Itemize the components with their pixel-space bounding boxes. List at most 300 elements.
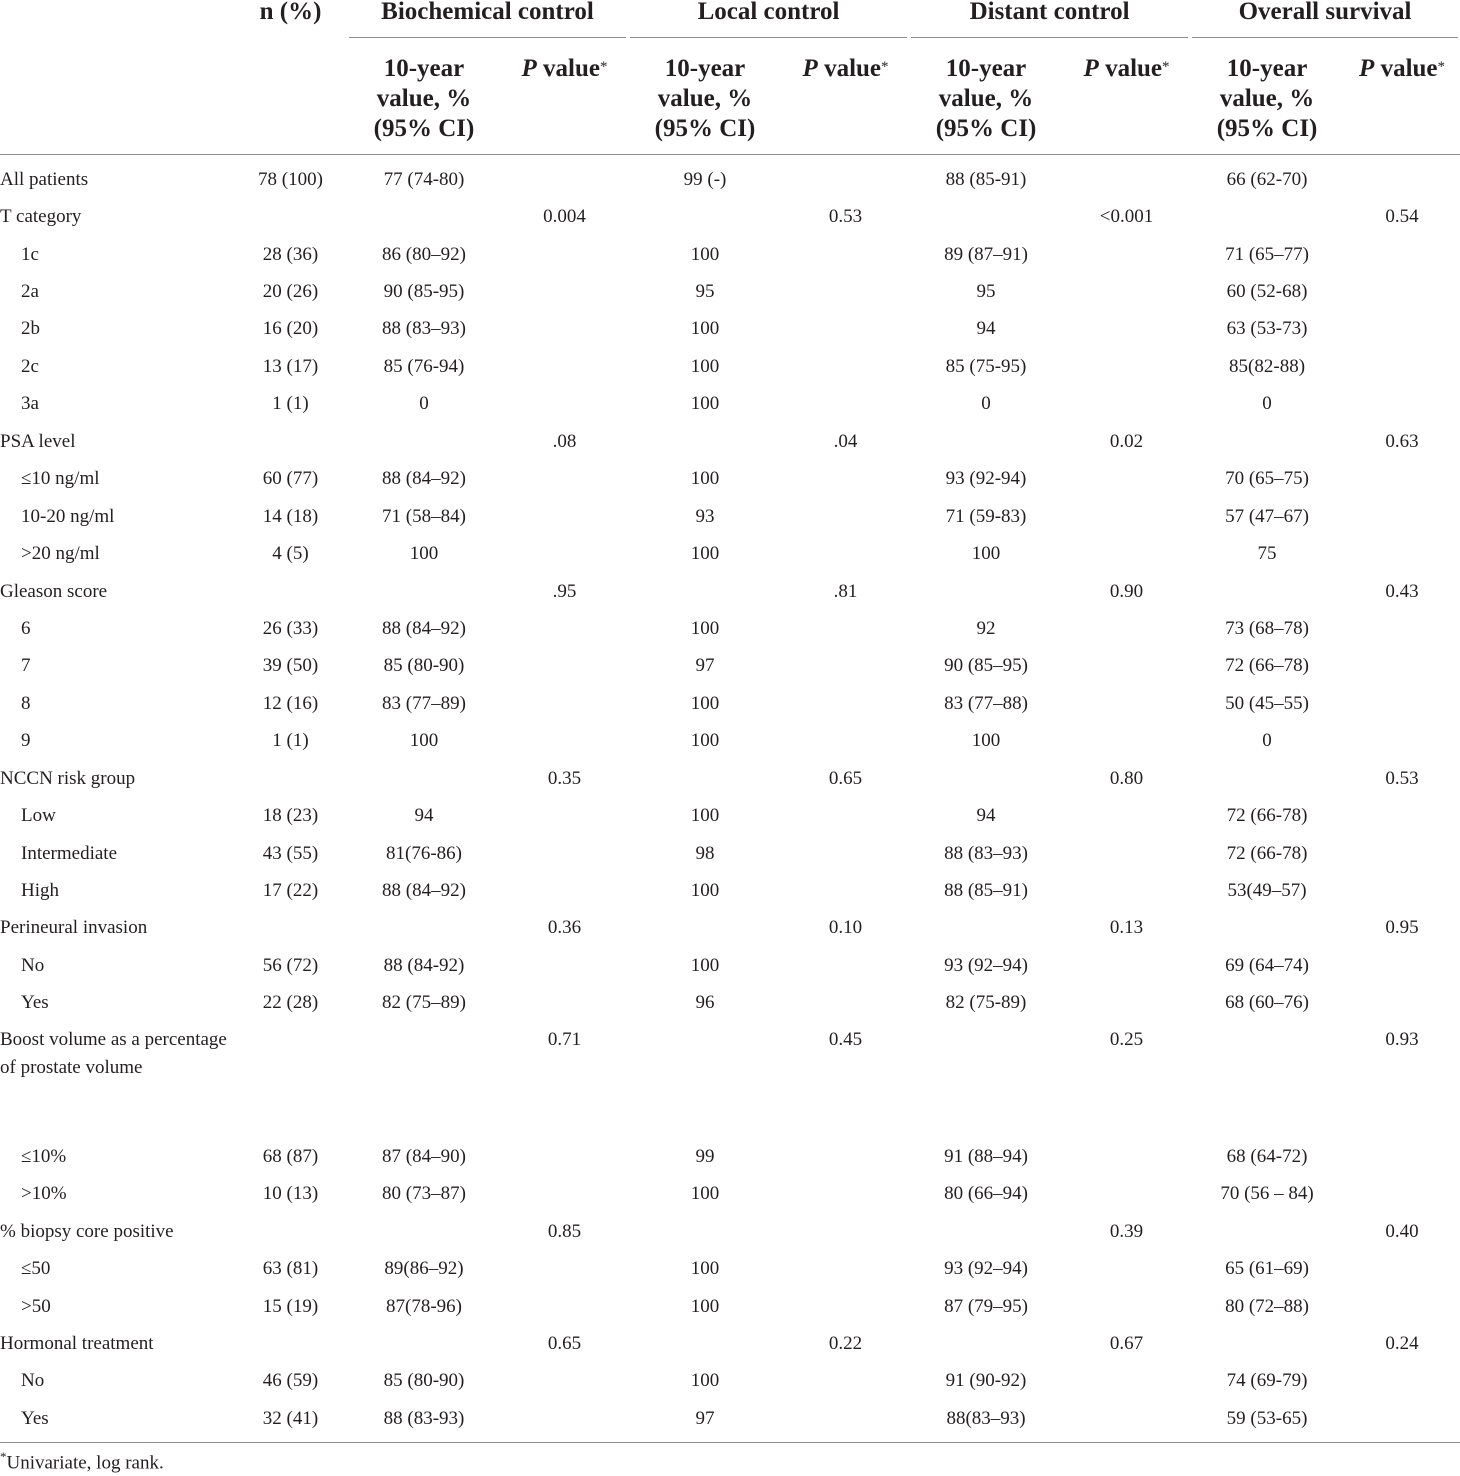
biochemical-value-cell (347, 198, 501, 235)
row-label: 10-20 ng/ml (21, 505, 115, 527)
pvalue-label (522, 55, 608, 82)
n-cell (234, 760, 347, 797)
biochemical-pvalue-cell (501, 236, 628, 273)
distant-pvalue-cell (1063, 610, 1190, 647)
n-cell: 32 (41) (234, 1400, 347, 1442)
local-pvalue-cell (782, 985, 909, 1022)
subheader-pvalue-biochemical-control (501, 38, 628, 155)
biochemical-value-cell: 88 (83–93) (382, 318, 466, 340)
local-value-cell: 100 (690, 1183, 720, 1205)
local-value-cell: 100 (690, 954, 720, 976)
survival-pvalue-cell (1344, 273, 1460, 310)
biochemical-pvalue-cell (501, 386, 628, 423)
biochemical-pvalue-cell (501, 348, 628, 385)
local-value-cell: 100 (690, 880, 720, 902)
biochemical-pvalue-cell: 0.004 (543, 206, 586, 228)
pvalue-label (803, 55, 889, 82)
biochemical-value-cell: 100 (409, 543, 439, 565)
local-value-cell (628, 1213, 782, 1250)
local-pvalue-cell (782, 1250, 909, 1287)
distant-pvalue-cell (1063, 273, 1190, 310)
survival-value-cell: 63 (53-73) (1226, 318, 1308, 340)
distant-pvalue-cell (1063, 1138, 1190, 1175)
biochemical-pvalue-cell: 0.65 (547, 1332, 582, 1354)
survival-value-cell (1190, 910, 1344, 947)
n-cell (234, 910, 347, 947)
survival-value-cell: 68 (64-72) (1226, 1145, 1308, 1167)
local-pvalue-cell (782, 835, 909, 872)
survival-value-cell: 66 (62-70) (1226, 168, 1308, 190)
distant-value-cell: 88 (85–91) (944, 880, 1028, 902)
survival-pvalue-cell: 0.43 (1385, 580, 1419, 602)
biochemical-pvalue-cell (501, 797, 628, 834)
distant-value-cell: 91 (88–94) (944, 1145, 1028, 1167)
row-label: 2c (21, 355, 39, 377)
n-cell: 20 (26) (262, 281, 319, 303)
subheader-value-line-3: (95% CI) (654, 115, 756, 142)
biochemical-pvalue-cell: 0.36 (547, 917, 582, 939)
subheader-value-distant-control (909, 38, 1063, 155)
survival-pvalue-cell (1344, 1250, 1460, 1287)
table-footnote (0, 1444, 164, 1476)
local-value-cell (628, 198, 782, 235)
n-cell: 39 (50) (262, 655, 319, 677)
table-row-category (0, 423, 1460, 460)
pvalue-text: value (1374, 55, 1438, 82)
local-value-cell: 100 (690, 355, 720, 377)
survival-pvalue-cell (1344, 1176, 1460, 1213)
table-row (0, 685, 1460, 722)
n-cell: 4 (5) (272, 543, 309, 565)
table-row-category (0, 1022, 1460, 1138)
row-label: 2b (21, 318, 40, 340)
biochemical-value-cell: 80 (73–87) (382, 1183, 466, 1205)
local-pvalue-cell (782, 1176, 909, 1213)
distant-value-cell (909, 1022, 1063, 1138)
local-pvalue-cell (782, 311, 909, 348)
distant-pvalue-cell (1063, 1363, 1190, 1400)
local-pvalue-cell (782, 723, 909, 760)
distant-value-cell: 95 (976, 281, 996, 303)
pvalue-footnote-mark: * (1437, 59, 1446, 75)
local-pvalue-cell (782, 1213, 909, 1250)
subheader-pvalue-local-control (782, 38, 909, 155)
biochemical-pvalue-cell: .08 (552, 430, 577, 452)
distant-pvalue-cell (1063, 311, 1190, 348)
local-pvalue-cell (782, 461, 909, 498)
biochemical-value-cell (347, 1325, 501, 1362)
survival-pvalue-cell (1344, 1288, 1460, 1325)
survival-value-cell: 65 (61–69) (1225, 1258, 1309, 1280)
n-cell (234, 1213, 347, 1250)
row-label: 8 (21, 692, 31, 714)
biochemical-pvalue-cell: 0.35 (547, 767, 582, 789)
table-row (0, 947, 1460, 984)
survival-pvalue-cell (1344, 155, 1460, 199)
biochemical-pvalue-cell: .95 (552, 580, 577, 602)
distant-pvalue-cell: 0.02 (1109, 430, 1144, 452)
survival-value-cell: 85(82-88) (1229, 355, 1306, 377)
biochemical-value-cell: 0 (419, 393, 429, 415)
survival-value-cell (1190, 1213, 1344, 1250)
distant-pvalue-cell (1063, 1250, 1190, 1287)
local-pvalue-cell (782, 236, 909, 273)
row-label: >10% (21, 1183, 67, 1205)
row-label: No (21, 954, 45, 976)
survival-value-cell (1190, 198, 1344, 235)
local-pvalue-cell (782, 348, 909, 385)
biochemical-pvalue-cell (501, 947, 628, 984)
biochemical-value-cell: 87 (84–90) (382, 1145, 466, 1167)
n-cell (234, 1022, 347, 1138)
distant-pvalue-cell (1063, 1176, 1190, 1213)
subheader-pvalue-overall-survival (1344, 38, 1460, 155)
local-pvalue-cell (782, 648, 909, 685)
local-pvalue-cell (782, 535, 909, 572)
survival-pvalue-cell (1344, 872, 1460, 909)
biochemical-pvalue-cell (501, 1176, 628, 1213)
biochemical-value-cell (347, 1213, 501, 1250)
distant-pvalue-cell (1063, 348, 1190, 385)
local-pvalue-cell: 0.22 (828, 1332, 863, 1354)
local-value-cell: 100 (690, 1258, 720, 1280)
survival-value-cell: 70 (56 – 84) (1220, 1183, 1314, 1205)
table-row (0, 723, 1460, 760)
distant-value-cell: 93 (92–94) (944, 954, 1028, 976)
biochemical-value-cell (347, 423, 501, 460)
biochemical-value-cell: 88 (84-92) (383, 954, 465, 976)
n-cell: 60 (77) (262, 468, 319, 490)
subheader-value-line-2: value, % (938, 85, 1034, 112)
biochemical-pvalue-cell (501, 498, 628, 535)
row-label: Boost volume as a percentage of prostate volume (0, 1029, 227, 1079)
distant-value-cell: 89 (87–91) (944, 243, 1028, 265)
n-cell: 28 (36) (262, 243, 319, 265)
survival-pvalue-cell (1344, 498, 1460, 535)
biochemical-value-cell: 85 (80-90) (383, 1370, 465, 1392)
biochemical-value-cell: 89(86–92) (384, 1258, 464, 1280)
local-value-cell (628, 1022, 782, 1138)
survival-pvalue-cell: 0.24 (1385, 1332, 1419, 1354)
group-header-biochemical-control: Biochemical control (347, 0, 628, 38)
n-cell (234, 198, 347, 235)
table-row (0, 1400, 1460, 1442)
distant-pvalue-cell (1063, 1288, 1190, 1325)
distant-pvalue-cell (1063, 797, 1190, 834)
pvalue-italic-p: P (1083, 55, 1099, 82)
distant-value-cell (909, 1325, 1063, 1362)
distant-value-cell: 93 (92-94) (945, 468, 1027, 490)
subheader-value-line-3: (95% CI) (1216, 115, 1318, 142)
biochemical-pvalue-cell (501, 985, 628, 1022)
pvalue-italic-p: P (802, 55, 818, 82)
n-cell: 68 (87) (262, 1145, 319, 1167)
table-row (0, 535, 1460, 572)
table-row (0, 498, 1460, 535)
subheader-value-line-3: (95% CI) (373, 115, 475, 142)
biochemical-value-cell: 87(78-96) (386, 1295, 462, 1317)
survival-pvalue-cell (1344, 236, 1460, 273)
row-label: Low (21, 805, 56, 827)
row-label: Yes (21, 992, 49, 1014)
biochemical-pvalue-cell (501, 1138, 628, 1175)
pvalue-footnote-mark: * (1162, 59, 1170, 75)
local-value-cell: 96 (695, 992, 715, 1014)
local-pvalue-cell: 0.53 (828, 206, 863, 228)
local-pvalue-cell (782, 1288, 909, 1325)
distant-value-cell (909, 198, 1063, 235)
table-row (0, 648, 1460, 685)
distant-pvalue-cell: <0.001 (1099, 206, 1154, 228)
pvalue-label (1084, 55, 1170, 82)
n-cell (234, 573, 347, 610)
local-pvalue-cell (782, 610, 909, 647)
biochemical-pvalue-cell (501, 610, 628, 647)
survival-value-cell: 74 (69-79) (1226, 1370, 1308, 1392)
local-pvalue-cell (782, 273, 909, 310)
distant-pvalue-cell (1063, 648, 1190, 685)
survival-pvalue-cell (1344, 947, 1460, 984)
survival-value-cell: 0 (1262, 730, 1272, 752)
survival-value-cell: 72 (66-78) (1226, 805, 1308, 827)
distant-value-cell: 88 (85-91) (945, 168, 1027, 190)
table-row (0, 835, 1460, 872)
distant-value-cell (909, 760, 1063, 797)
subheader-value-line-2: value, % (1219, 85, 1315, 112)
survival-value-cell: 72 (66–78) (1225, 655, 1309, 677)
row-label: Hormonal treatment (0, 1332, 154, 1354)
survival-pvalue-cell (1344, 311, 1460, 348)
table-row (0, 236, 1460, 273)
distant-pvalue-cell: 0.13 (1109, 917, 1144, 939)
pvalue-footnote-mark: * (881, 59, 889, 75)
header-blank (0, 0, 234, 38)
group-header-overall-survival: Overall survival (1190, 0, 1460, 38)
biochemical-value-cell: 71 (58–84) (382, 505, 466, 527)
row-label: NCCN risk group (0, 767, 136, 789)
table-row-category (0, 760, 1460, 797)
biochemical-value-cell: 77 (74-80) (383, 168, 465, 190)
row-label: 6 (21, 617, 31, 639)
subheader-value-line-2: value, % (657, 85, 753, 112)
table-row (0, 461, 1460, 498)
distant-value-cell: 0 (981, 393, 991, 415)
distant-pvalue-cell: 0.67 (1109, 1332, 1144, 1354)
biochemical-value-cell: 88 (84–92) (382, 880, 466, 902)
row-label: All patients (0, 168, 89, 190)
row-label: ≤50 (21, 1258, 51, 1280)
group-header-distant-control: Distant control (909, 0, 1190, 38)
row-label: 3a (21, 393, 39, 415)
subheader-value-line-1: 10-year (383, 55, 465, 82)
distant-pvalue-cell (1063, 155, 1190, 199)
survival-value-cell: 69 (64–74) (1225, 954, 1309, 976)
distant-value-cell: 82 (75-89) (945, 992, 1027, 1014)
distant-value-cell: 93 (92–94) (944, 1258, 1028, 1280)
local-pvalue-cell (782, 872, 909, 909)
n-cell: 12 (16) (262, 692, 319, 714)
n-cell: 63 (81) (262, 1258, 319, 1280)
n-cell: 15 (19) (262, 1295, 319, 1317)
pvalue-footnote-mark: * (600, 59, 608, 75)
distant-pvalue-cell (1063, 947, 1190, 984)
distant-value-cell: 100 (971, 543, 1001, 565)
survival-value-cell: 60 (52-68) (1226, 281, 1308, 303)
table-row (0, 985, 1460, 1022)
survival-value-cell (1190, 1022, 1344, 1138)
distant-pvalue-cell: 0.25 (1109, 1029, 1144, 1051)
survival-value-cell (1190, 423, 1344, 460)
pvalue-text: value (1098, 55, 1163, 82)
footnote-text: Univariate, log rank. (6, 1452, 164, 1474)
row-label: ≤10 ng/ml (21, 468, 100, 490)
subheader-pvalue-distant-control (1063, 38, 1190, 155)
local-pvalue-cell (782, 685, 909, 722)
subheader-value-line-1: 10-year (945, 55, 1027, 82)
biochemical-pvalue-cell (501, 273, 628, 310)
biochemical-pvalue-cell (501, 311, 628, 348)
survival-pvalue-cell (1344, 386, 1460, 423)
distant-pvalue-cell (1063, 386, 1190, 423)
pvalue-label (1359, 55, 1445, 82)
row-label: >20 ng/ml (21, 543, 100, 565)
distant-pvalue-cell (1063, 985, 1190, 1022)
biochemical-value-cell: 88 (84–92) (382, 468, 466, 490)
local-value-cell: 99 (695, 1145, 715, 1167)
local-value-cell: 98 (695, 842, 715, 864)
local-value-cell (628, 1325, 782, 1362)
local-pvalue-cell (782, 1138, 909, 1175)
distant-pvalue-cell (1063, 535, 1190, 572)
table-row-category (0, 573, 1460, 610)
biochemical-value-cell: 88 (83-93) (347, 1400, 501, 1442)
biochemical-value-cell: 85 (76-94) (383, 355, 465, 377)
survival-pvalue-cell (1344, 461, 1460, 498)
local-pvalue-cell: .04 (833, 430, 858, 452)
distant-pvalue-cell (1063, 723, 1190, 760)
n-cell: 46 (59) (262, 1370, 319, 1392)
distant-value-cell: 88(83–93) (909, 1400, 1063, 1442)
distant-value-cell: 100 (971, 730, 1001, 752)
table-row (0, 610, 1460, 647)
row-label: % biopsy core positive (0, 1220, 174, 1242)
n-cell: 78 (100) (258, 168, 323, 190)
local-value-cell: 97 (628, 1400, 782, 1442)
survival-value-cell: 57 (47–67) (1225, 505, 1309, 527)
local-pvalue-cell: 0.45 (828, 1029, 863, 1051)
distant-value-cell: 92 (976, 617, 996, 639)
row-label: >50 (21, 1295, 51, 1317)
distant-value-cell: 80 (66–94) (944, 1183, 1028, 1205)
footnote-mark: * (0, 1449, 7, 1464)
n-cell: 1 (1) (272, 393, 309, 415)
local-pvalue-cell: 0.10 (828, 917, 863, 939)
row-label: Gleason score (0, 580, 108, 602)
group-header-row (0, 0, 1460, 38)
survival-pvalue-cell (1344, 1138, 1460, 1175)
n-cell: 10 (13) (262, 1183, 319, 1205)
biochemical-pvalue-cell (501, 685, 628, 722)
distant-value-cell: 83 (77–88) (944, 692, 1028, 714)
survival-value-cell: 0 (1262, 393, 1272, 415)
survival-value-cell: 53(49–57) (1227, 880, 1307, 902)
survival-value-cell: 68 (60–76) (1225, 992, 1309, 1014)
biochemical-value-cell: 83 (77–89) (382, 692, 466, 714)
biochemical-pvalue-cell (501, 1288, 628, 1325)
local-value-cell: 100 (690, 543, 720, 565)
survival-value-cell: 71 (65–77) (1225, 243, 1309, 265)
survival-value-cell: 70 (65–75) (1225, 468, 1309, 490)
survival-pvalue-cell (1344, 348, 1460, 385)
local-value-cell (628, 760, 782, 797)
distant-pvalue-cell: 0.80 (1109, 767, 1144, 789)
survival-value-cell: 73 (68–78) (1225, 617, 1309, 639)
row-label: 2a (21, 281, 39, 303)
n-cell: 18 (23) (262, 805, 319, 827)
n-cell (234, 423, 347, 460)
row-label: 7 (21, 655, 31, 677)
local-value-cell (628, 423, 782, 460)
table-row (0, 311, 1460, 348)
n-cell: 22 (28) (262, 992, 319, 1014)
subheader-value-line-1: 10-year (664, 55, 746, 82)
table-row-category (0, 155, 1460, 199)
subheader-value-overall-survival (1190, 38, 1344, 155)
local-value-cell: 100 (690, 617, 720, 639)
survival-pvalue-cell (1344, 685, 1460, 722)
survival-pvalue-cell (1344, 1363, 1460, 1400)
n-cell: 16 (20) (262, 318, 319, 340)
distant-pvalue-cell (1063, 498, 1190, 535)
survival-pvalue-cell: 0.93 (1385, 1029, 1419, 1051)
distant-value-cell: 94 (976, 318, 996, 340)
biochemical-value-cell: 82 (75–89) (382, 992, 466, 1014)
local-value-cell: 100 (690, 692, 720, 714)
subheader-blank (0, 38, 234, 155)
biochemical-value-cell: 81(76-86) (386, 842, 462, 864)
survival-pvalue-cell: 0.53 (1385, 767, 1419, 789)
distant-pvalue-cell: 0.39 (1109, 1220, 1144, 1242)
survival-value-cell: 75 (1257, 543, 1277, 565)
local-pvalue-cell (782, 797, 909, 834)
local-value-cell: 100 (690, 805, 720, 827)
survival-pvalue-cell (1344, 648, 1460, 685)
distant-value-cell (909, 423, 1063, 460)
survival-pvalue-cell (1344, 1400, 1460, 1442)
row-label: No (21, 1370, 45, 1392)
survival-value-cell (1190, 573, 1344, 610)
distant-pvalue-cell: 0.90 (1109, 580, 1144, 602)
biochemical-pvalue-cell (501, 1250, 628, 1287)
survival-pvalue-cell (1344, 797, 1460, 834)
distant-value-cell (909, 573, 1063, 610)
subheader-row (0, 38, 1460, 155)
distant-value-cell: 90 (85–95) (944, 655, 1028, 677)
local-value-cell: 100 (690, 1370, 720, 1392)
survival-pvalue-cell: 0.63 (1385, 430, 1419, 452)
table-row (0, 1250, 1460, 1287)
table-row (0, 872, 1460, 909)
subheader-value-local-control (628, 38, 782, 155)
survival-pvalue-cell: 0.40 (1385, 1220, 1419, 1242)
biochemical-pvalue-cell (501, 461, 628, 498)
distant-pvalue-cell (1063, 236, 1190, 273)
local-value-cell: 100 (690, 393, 720, 415)
biochemical-value-cell (347, 910, 501, 947)
n-header: n (%) (259, 0, 322, 25)
row-label: 9 (21, 730, 31, 752)
distant-value-cell (909, 910, 1063, 947)
